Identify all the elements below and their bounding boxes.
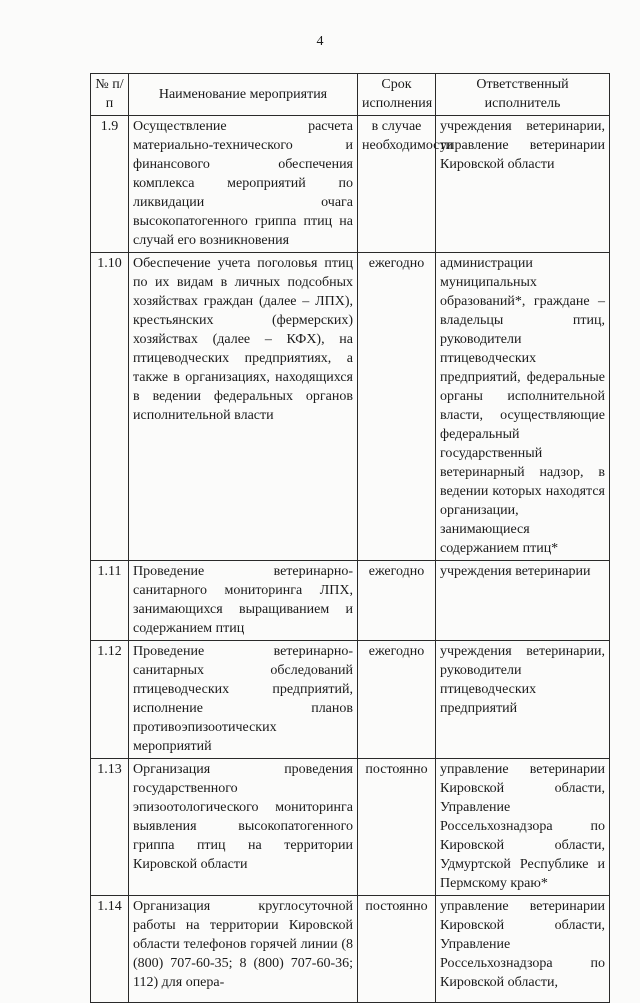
row-responsible: администрации муниципальных образований*, граждане – владельцы птиц, руководители птицеводческих предприятий, федеральные органы исполнительной власти, осуществляющие федеральный государственный ветеринарный надзор, в ведении которых находятся организации, занимающиеся содержанием птиц* xyxy=(436,253,610,561)
row-num: 1.12 xyxy=(91,641,129,759)
table-row xyxy=(91,561,610,641)
header-term: Срок исполнения xyxy=(358,74,436,116)
table-row xyxy=(91,759,610,896)
page-number: 4 xyxy=(316,34,324,49)
measures-table xyxy=(90,73,610,1003)
row-name: Проведение ветеринарно-санитарных обследований птицеводческих предприятий, исполнение планов противоэпизоотических мероприятий xyxy=(129,641,358,759)
row-responsible: учреждения ветеринарии xyxy=(436,561,610,641)
row-num: 1.9 xyxy=(91,116,129,253)
row-name: Осуществление расчета материально-технического и финансового обеспечения комплекса мероприятий по ликвидации очага высокопатогенного гриппа птиц на случай его возникновения xyxy=(129,116,358,253)
row-num: 1.11 xyxy=(91,561,129,641)
header-responsible: Ответственный исполнитель xyxy=(436,74,610,116)
header-num: № п/п xyxy=(91,74,129,116)
row-term: ежегодно xyxy=(358,641,436,759)
row-num: 1.13 xyxy=(91,759,129,896)
row-responsible: управление ветеринарии Кировской области, Управление Россельхознадзора по Кировской области, xyxy=(436,896,610,1003)
row-term: постоянно xyxy=(358,759,436,896)
row-term: ежегодно xyxy=(358,253,436,561)
table-header-row xyxy=(91,74,610,116)
row-num: 1.10 xyxy=(91,253,129,561)
table-row xyxy=(91,896,610,1003)
row-responsible: управление ветеринарии Кировской области, Управление Россельхознадзора по Кировской области, Удмуртской Республике и Пермскому краю* xyxy=(436,759,610,896)
table-row xyxy=(91,116,610,253)
header-name: Наименование мероприятия xyxy=(129,74,358,116)
row-term: в случае необходимости xyxy=(358,116,436,253)
row-name: Обеспечение учета поголовья птиц по их видам в личных подсобных хозяйствах граждан (далее – ЛПХ), крестьянских (фермерских) хозяйствах (далее – КФХ), на птицеводческих предприятиях, а также в организациях, находящихся в ведении федеральных органов исполнительной власти xyxy=(129,253,358,561)
row-responsible: учреждения ветеринарии, руководители птицеводческих предприятий xyxy=(436,641,610,759)
row-name: Организация проведения государственного эпизоотологического мониторинга выявления высокопатогенного гриппа птиц на территории Кировской области xyxy=(129,759,358,896)
table-row xyxy=(91,641,610,759)
row-name: Организация круглосуточной работы на территории Кировской области телефонов горячей линии (8 (800) 707-60-35; 8 (800) 707-60-36; 112) для опера- xyxy=(129,896,358,1003)
row-term: ежегодно xyxy=(358,561,436,641)
row-term: постоянно xyxy=(358,896,436,1003)
row-name: Проведение ветеринарно-санитарного мониторинга ЛПХ, занимающихся выращиванием и содержанием птиц xyxy=(129,561,358,641)
row-responsible: учреждения ветеринарии, управление ветеринарии Кировской области xyxy=(436,116,610,253)
table-row xyxy=(91,253,610,561)
row-num: 1.14 xyxy=(91,896,129,1003)
